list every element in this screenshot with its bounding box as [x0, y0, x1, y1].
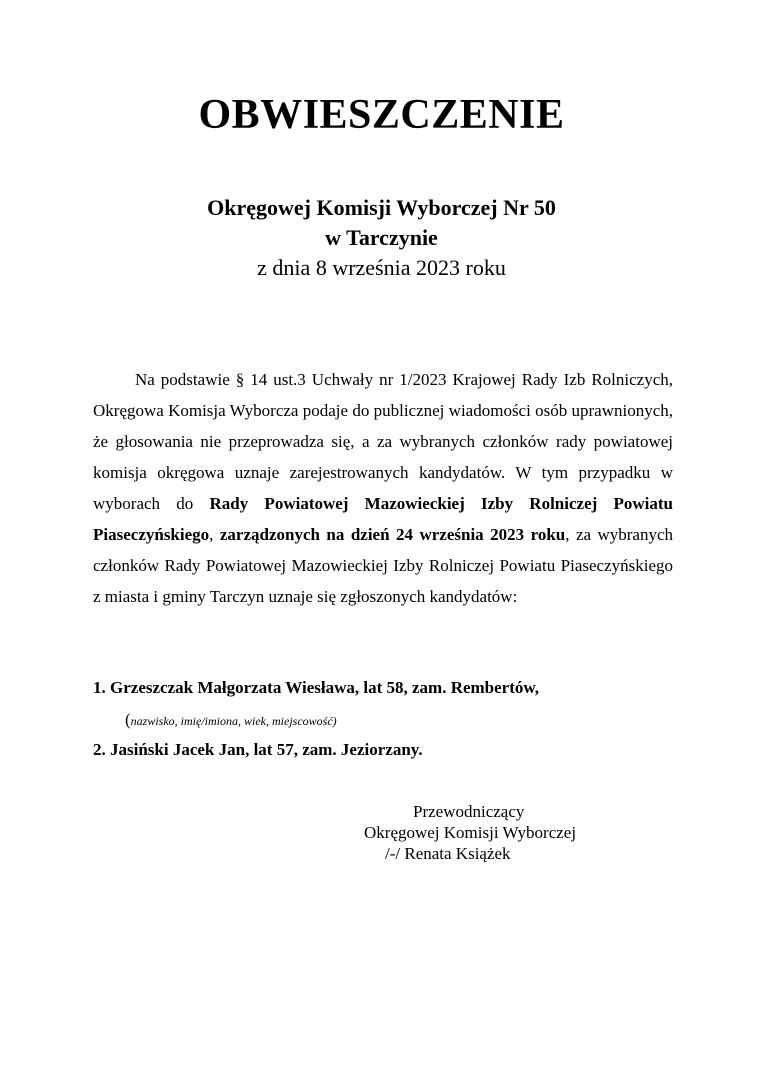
paragraph-text-mid: , — [209, 525, 220, 544]
commission-name: Okręgowej Komisji Wyborczej Nr 50 — [207, 195, 556, 220]
announcement-paragraph — [93, 364, 673, 612]
hint-open-paren: ( — [125, 710, 131, 729]
page-title: OBWIESZCZENIE — [198, 92, 565, 138]
paragraph-bold-council: Rady Powiatowej Mazowieckiej Izby Rolniczej Powiatu Piaseczyńskiego — [93, 494, 674, 544]
paragraph-text-end: , za wybranych członków Rady Powiatowej Mazowieckiej Izby Rolniczej Powiatu Piaseczyńskiego z miasta i gminy Tarczyn uznaje się zgłoszonych kandydatów: — [93, 525, 674, 606]
candidate-2: 2. Jasiński Jacek Jan, lat 57, zam. Jeziorzany. — [93, 740, 423, 759]
signature-role: Przewodniczący — [413, 802, 525, 821]
candidate-1: 1. Grzeszczak Małgorzata Wiesława, lat 58, zam. Rembertów, — [93, 678, 539, 697]
candidate-format-hint — [125, 710, 337, 730]
hint-text: nazwisko, imię/imiona, wiek, miejscowość) — [130, 714, 337, 728]
signature-name: /-/ Renata Książek — [385, 844, 511, 863]
signature-body: Okręgowej Komisji Wyborczej — [364, 823, 577, 842]
paragraph-bold-date: zarządzonych na dzień 24 września 2023 roku — [219, 525, 566, 544]
commission-location: w Tarczynie — [325, 225, 438, 250]
paragraph-text-start: Na podstawie § 14 ust.3 Uchwały nr 1/2023 Krajowej Rady Izb Rolniczych, Okręgowa Komisja Wyborcza podaje do publicznej wiadomości osób uprawnionych, że głosowania nie przeprowadza się, a za wybranych członków rady powiatowej komisja okręgowa uznaje zarejestrowanych kandydatów. W tym przypadku w wyborach do — [93, 370, 673, 513]
announcement-date: z dnia 8 września 2023 roku — [257, 255, 506, 280]
